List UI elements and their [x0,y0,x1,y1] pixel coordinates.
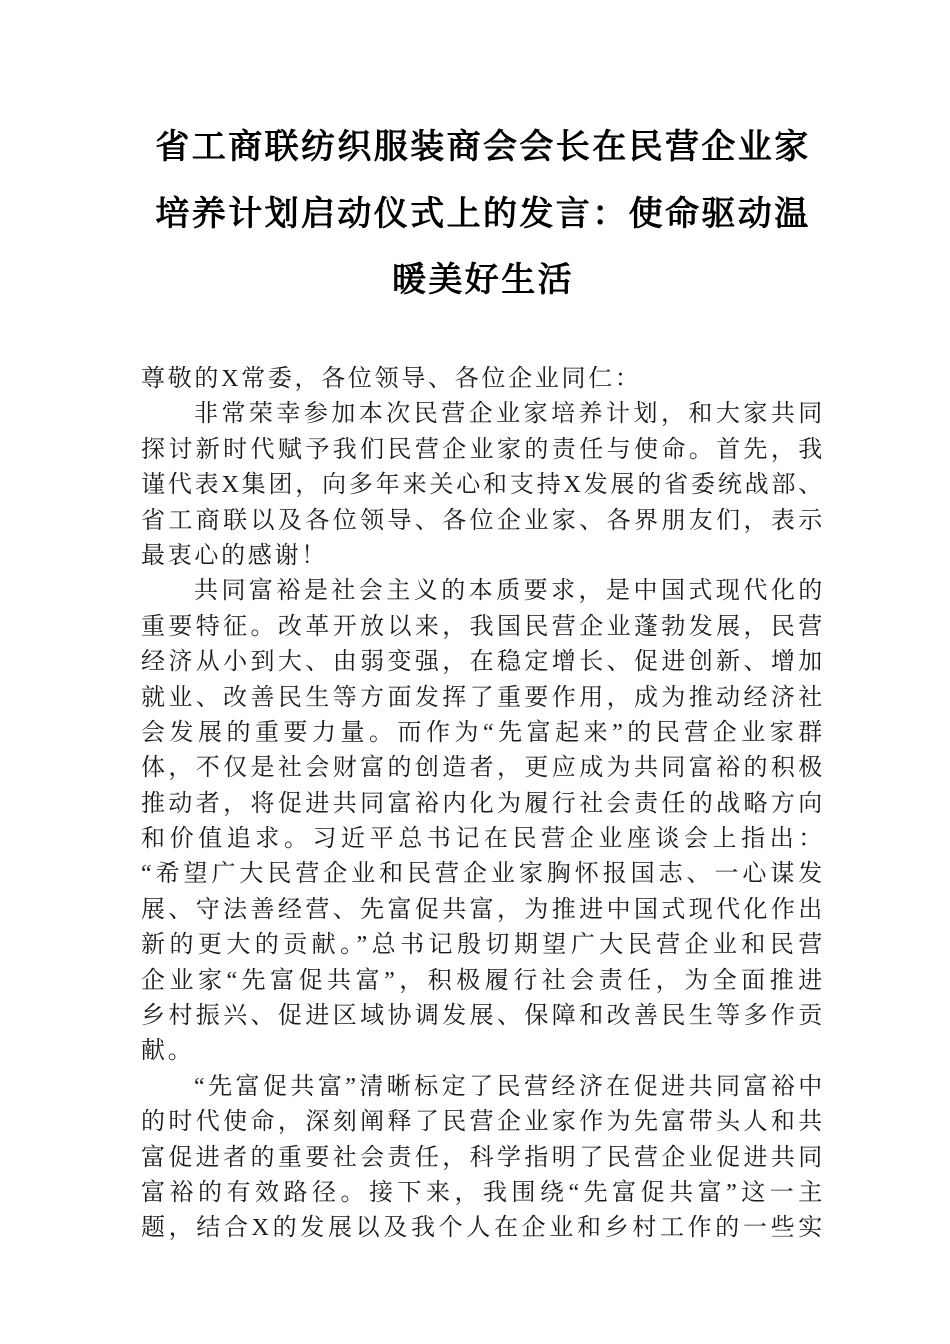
body-line: 最衷心的感谢！ [141,542,328,569]
paragraph-thanks [141,397,825,574]
body-line: 富裕的有效路径。接下来，我围绕“先富促共富”这一主 [141,1179,825,1206]
paragraph-salutation [141,362,825,397]
document-body [141,362,825,1247]
body-line: 推动者，将促进共同富裕内化为履行社会责任的战略方向 [141,790,825,817]
body-line: 谨代表X集团，向多年来关心和支持X发展的省委统战部、 [141,472,825,499]
body-line: 题，结合X的发展以及我个人在企业和乡村工作的一些实 [141,1215,825,1242]
title-line: 省工商联纺织服装商会会长在民营企业家 [155,129,811,166]
body-line: “先富促共富”清晰标定了民营经济在促进共同富裕中 [194,1073,825,1100]
body-line: 和价值追求。习近平总书记在民营企业座谈会上指出： [141,826,825,853]
body-line: 新的更大的贡献。”总书记殷切期望广大民营企业和民营 [141,932,825,959]
body-line: “希望广大民营企业和民营企业家胸怀报国志、一心谋发 [141,861,825,888]
body-line: 共同富裕是社会主义的本质要求，是中国式现代化的 [194,578,825,605]
body-line: 展、守法善经营、先富促共富，为推进中国式现代化作出 [141,896,825,923]
paragraph-common-prosperity [141,574,825,1069]
body-line: 经济从小到大、由弱变强，在稳定增长、促进创新、增加 [141,649,825,676]
body-line: 企业家“先富促共富”，积极履行社会责任，为全面推进 [141,967,825,994]
title-line: 暖美好生活 [392,262,574,299]
body-line: 富促进者的重要社会责任，科学指明了民营企业促进共同 [141,1144,825,1171]
body-line: 重要特征。改革开放以来，我国民营企业蓬勃发展，民营 [141,613,825,640]
body-line: 体，不仅是社会财富的创造者，更应成为共同富裕的积极 [141,755,825,782]
document-title [141,115,825,315]
body-line: 非常荣幸参加本次民营企业家培养计划，和大家共同 [194,401,825,428]
body-line: 献。 [141,1038,195,1065]
body-line: 就业、改善民生等方面发挥了重要作用，成为推动经济社 [141,684,825,711]
body-line: 乡村振兴、促进区域协调发展、保障和改善民生等多作贡 [141,1003,825,1030]
title-line: 培养计划启动仪式上的发言：使命驱动温 [155,195,811,233]
body-line: 会发展的重要力量。而作为“先富起来”的民营企业家群 [141,719,825,746]
body-line: 尊敬的X常委，各位领导、各位企业同仁： [141,366,642,392]
body-line: 省工商联以及各位领导、各位企业家、各界朋友们，表示 [141,507,825,534]
body-line: 的时代使命，深刻阐释了民营企业家作为先富带头人和共 [141,1109,825,1136]
body-line: 探讨新时代赋予我们民营企业家的责任与使命。首先，我 [141,436,825,463]
paragraph-mission [141,1070,825,1247]
